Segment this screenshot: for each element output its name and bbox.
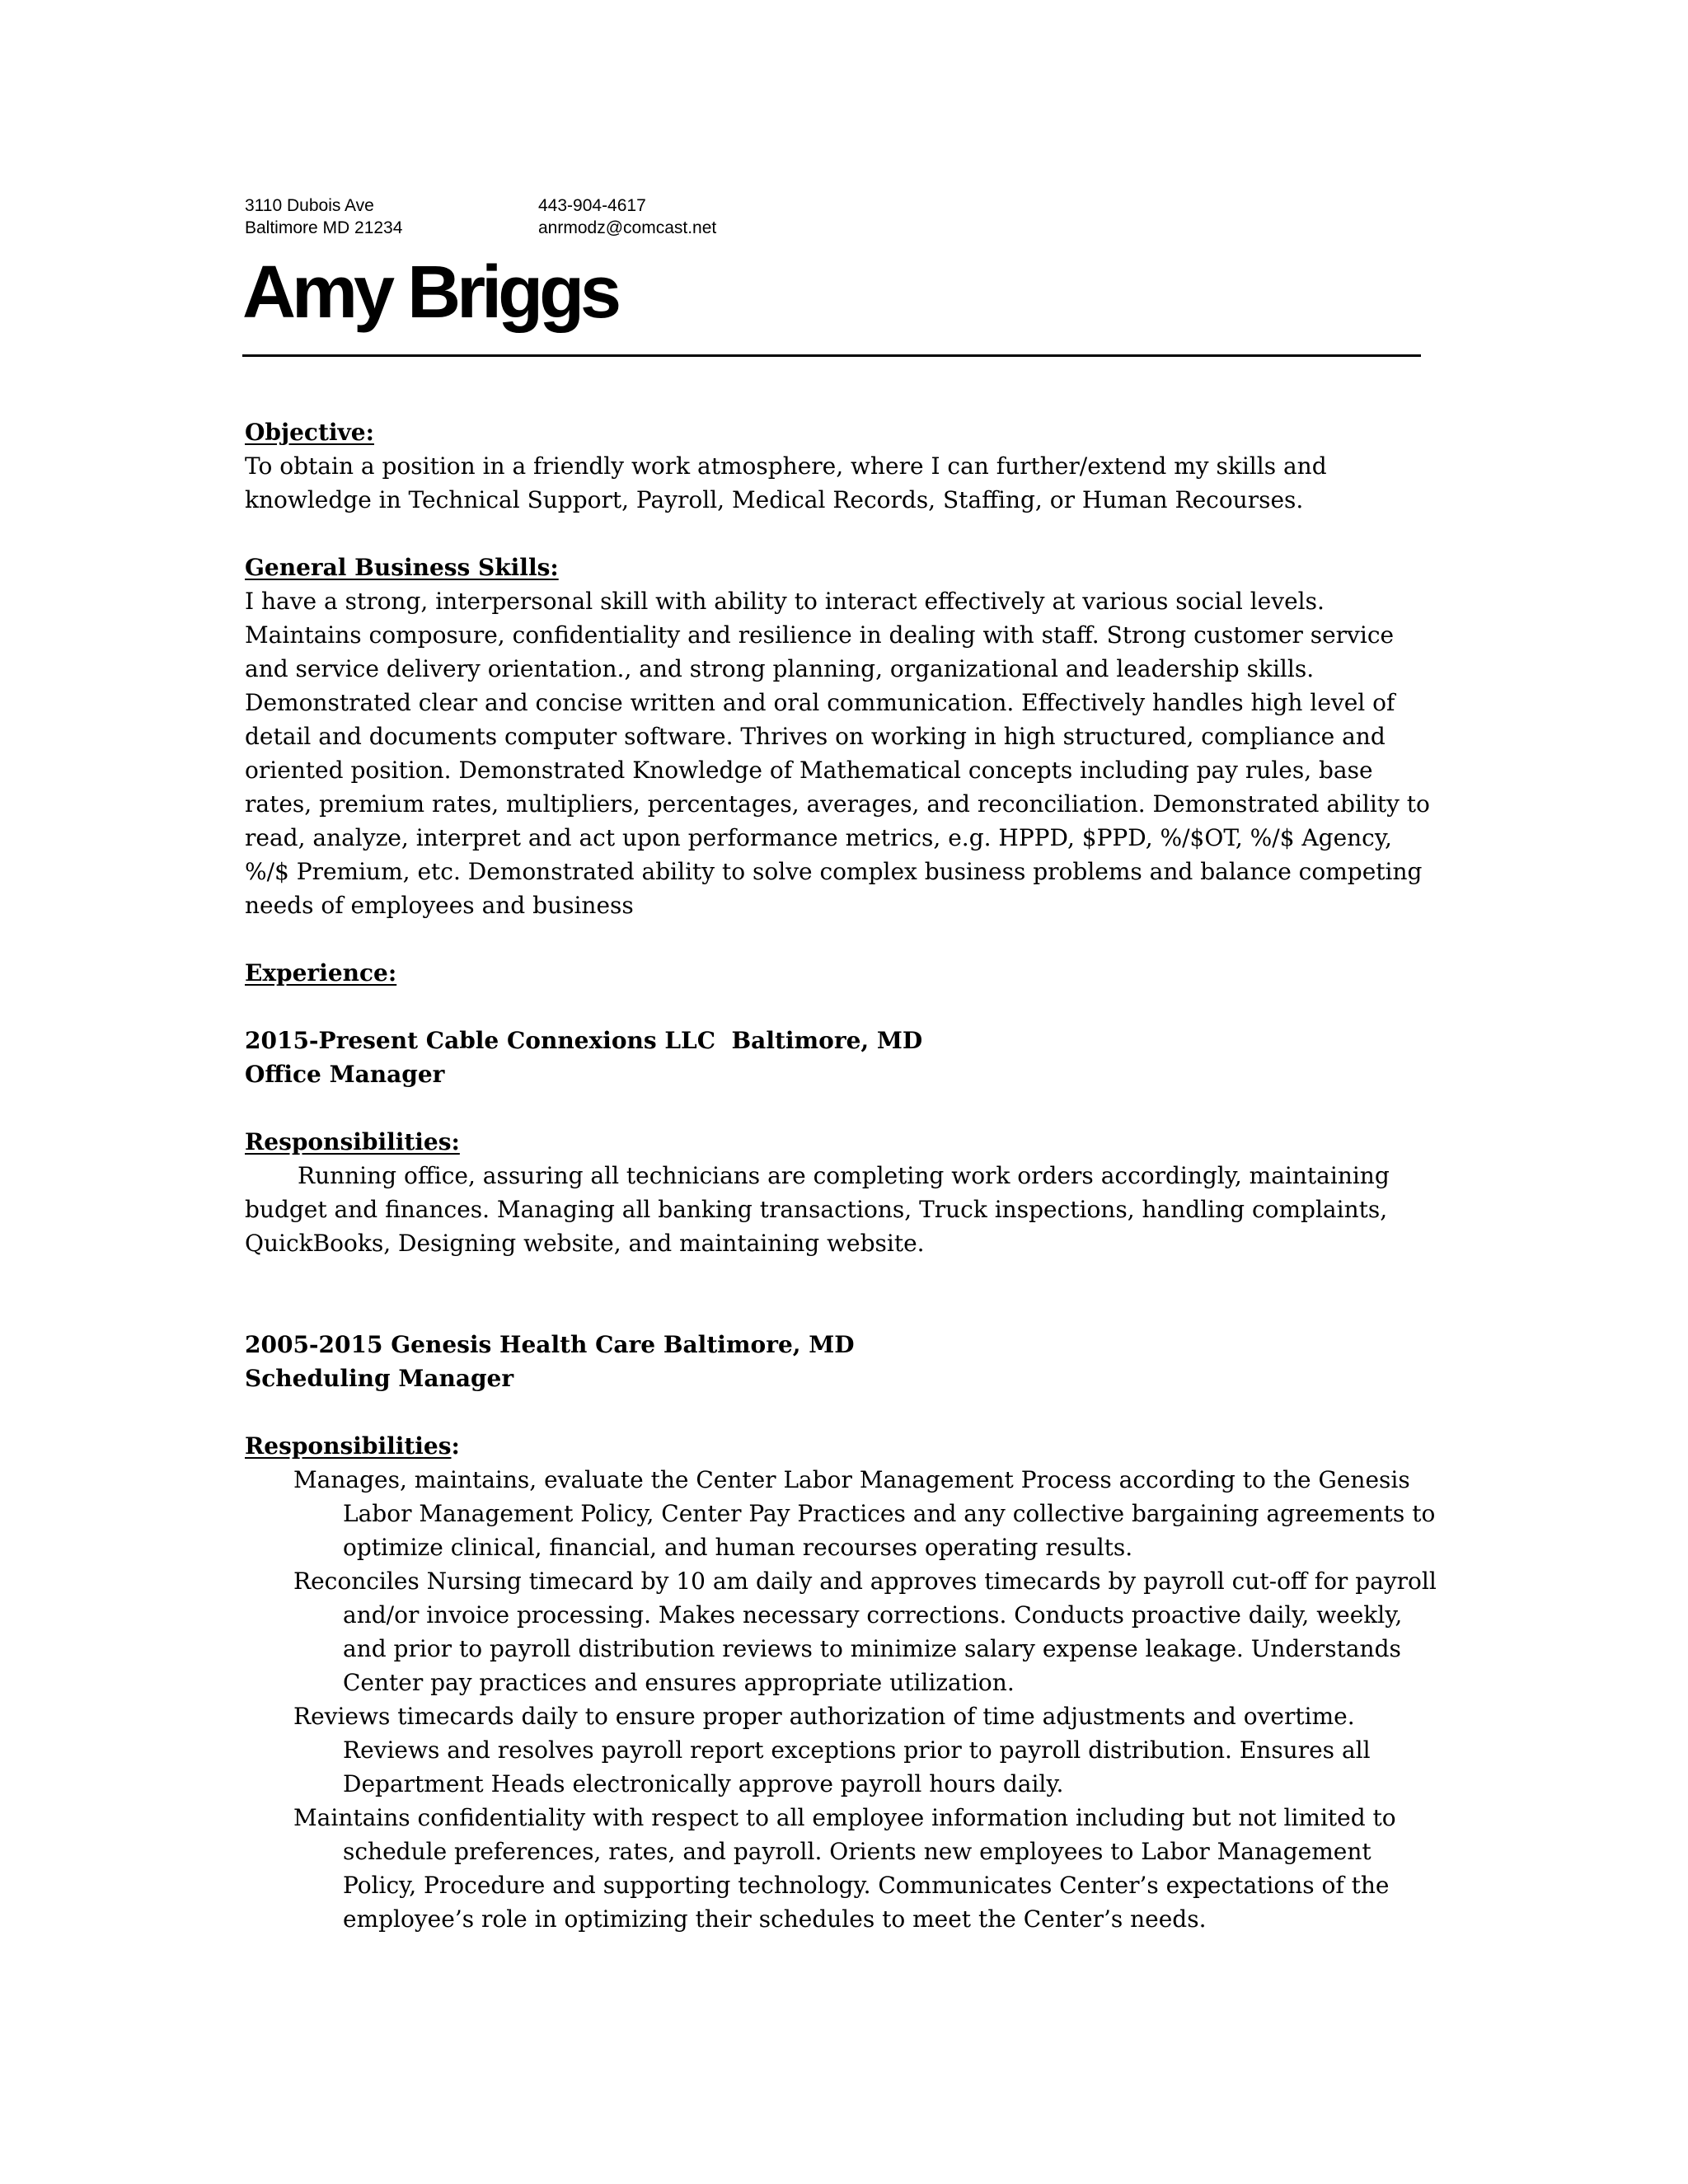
objective-text: To obtain a position in a friendly work atmosphere, where I can further/extend my skills and knowledge in Technical Support, Payroll, Medical Records, Staffing, or Human Recourses. [245,452,1327,513]
email-address: anrmodz@comcast.net [538,218,717,237]
job-entry-1 [245,1024,1440,1260]
job-title: Scheduling Manager [245,1365,514,1392]
list-item: Maintains confidentiality with respect to all employee information including but not limited to schedule preferences, rates, and payroll. Orients new employees to Labor Management Policy, Procedure and supporting technology. Communicates Center’s expectations of the employee’s role in optimizing their schedules to meet the Center’s needs. [293,1804,1396,1933]
responsibilities-colon: : [451,1432,460,1460]
experience-heading: Experience: [245,959,397,987]
list-item: Reviews timecards daily to ensure proper authorization of time adjustments and overtime. Reviews and resolves payroll report exceptions prior to payroll distribution. Ensures all Department Heads electronically approve payroll hours daily. [293,1703,1371,1797]
responsibilities-heading: Responsibilities: [245,1128,460,1155]
objective-heading: Objective: [245,419,374,446]
responsibilities-text: Running office, assuring all technicians are completing work orders accordingly, maintaining budget and finances. Managing all banking transactions, Truck inspections, handling complaints, QuickBooks, Designing website, and maintaining website. [245,1162,1390,1257]
job-title: Office Manager [245,1061,445,1088]
list-item: Reconciles Nursing timecard by 10 am daily and approves timecards by payroll cut-off for payroll and/or invoice processing. Makes necessary corrections. Conducts proactive daily, weekly, and prior to payroll distribution reviews to minimize salary expense leakage. Understands Center pay practices and ensures appropriate utilization. [293,1568,1437,1696]
job-header: 2015-Present Cable Connexions LLC Baltimore, MD [245,1027,923,1054]
job-entry-2 [245,1328,1440,1936]
address-line-2: Baltimore MD 21234 [245,218,403,237]
job-header: 2005-2015 Genesis Health Care Baltimore, MD [245,1331,855,1358]
phone-number: 443-904-4617 [538,196,646,215]
header-divider [242,354,1421,357]
contact-address [245,194,402,239]
contact-info [538,194,716,239]
resume-body [245,415,1440,1936]
skills-heading: General Business Skills: [245,554,559,581]
skills-text: I have a strong, interpersonal skill with ability to interact effectively at various social levels. Maintains composure, confidentiality and resilience in dealing with staff. Strong customer service and service delivery orientation., and strong planning, organizational and leadership skills. Demonstrated clear and concise written and oral communication. Effectively handles high level of detail and documents computer software. Thrives on working in high structured, compliance and oriented position. Demonstrated Knowledge of Mathematical concepts including pay rules, base rates, premium rates, multipliers, percentages, averages, and reconciliation. Demonstrated ability to read, analyze, interpret and act upon performance metrics, e.g. HPPD, $PPD, %/$OT, %/$ Agency, %/$ Premium, etc. Demonstrated ability to solve complex business problems and balance competing needs of employees and business [245,588,1430,919]
responsibilities-heading: Responsibilities [245,1432,452,1460]
responsibilities-list [245,1463,1440,1936]
list-item: Manages, maintains, evaluate the Center Labor Management Process according to the Genesis Labor Management Policy, Center Pay Practices and any collective bargaining agreements to optimize clinical, financial, and human recourses operating results. [293,1466,1436,1561]
address-line-1: 3110 Dubois Ave [245,196,374,215]
responsibilities-heading-line [245,1429,1440,1463]
candidate-name: Amy Briggs [242,251,618,334]
